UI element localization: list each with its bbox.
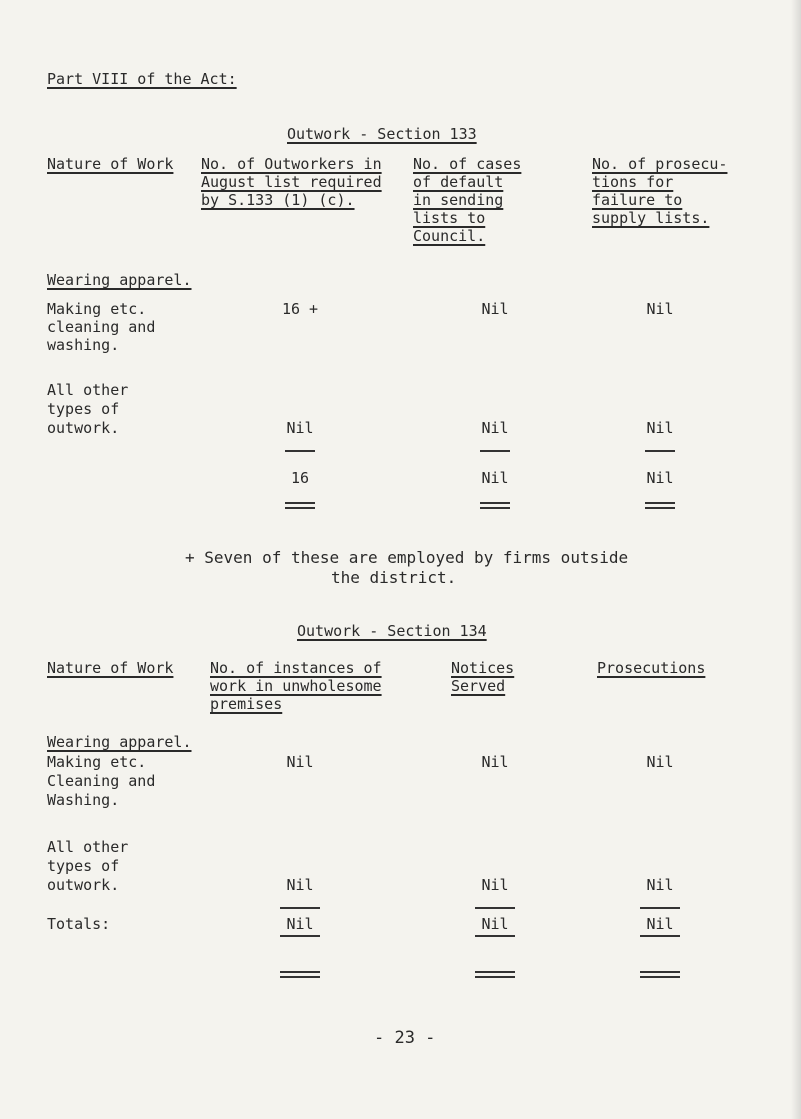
s134-header-nature: Nature of Work xyxy=(47,659,174,677)
s134-row1-col1: Nil xyxy=(286,753,314,771)
s134-row2-col3: Nil xyxy=(646,876,674,894)
s134-header-col1-line1: No. of instances of xyxy=(210,659,382,677)
s134-header-col1-line2: work in unwholesome xyxy=(210,677,382,695)
s133-row2-col1: Nil xyxy=(286,419,314,437)
s133-rule-col2 xyxy=(480,450,510,452)
s133-header-nature: Nature of Work xyxy=(47,155,174,173)
s133-row1-label-line2: cleaning and xyxy=(47,318,156,336)
s133-header-col2-line1: No. of cases xyxy=(413,155,522,173)
s133-header-col1-line1: No. of Outworkers in xyxy=(201,155,382,173)
s134-header-col2-line1: Notices xyxy=(451,659,515,677)
s133-header-col2-line2: of default xyxy=(413,173,504,191)
s133-double-rule-col3-b xyxy=(645,507,675,509)
s134-double-rule-col1-b xyxy=(280,976,320,978)
s133-header-col3-line2: tions for xyxy=(592,173,674,191)
s134-row2-label-line3: outwork. xyxy=(47,876,120,894)
s134-double-rule-col2-a xyxy=(475,971,515,973)
s133-header-col2-line4: lists to xyxy=(413,209,486,227)
s133-row1-col3: Nil xyxy=(646,300,674,318)
s134-rule-col3 xyxy=(640,907,680,909)
s134-double-rule-col2-b xyxy=(475,976,515,978)
s133-header-col1-line2: August list required xyxy=(201,173,382,191)
s134-row1-label-line1: Making etc. xyxy=(47,753,147,771)
s134-row2-label-line1: All other xyxy=(47,838,129,856)
s134-row2-label-line2: types of xyxy=(47,857,120,875)
s133-header-col3-line3: failure to xyxy=(592,191,683,209)
s133-rule-col1 xyxy=(285,450,315,452)
s134-total-col2: Nil xyxy=(481,915,509,933)
s134-rule-col2 xyxy=(475,907,515,909)
s133-row2-label-line1: All other xyxy=(47,381,129,399)
s134-total-col3: Nil xyxy=(646,915,674,933)
s134-row2-col2: Nil xyxy=(481,876,509,894)
s134-header-col1-line3: premises xyxy=(210,695,283,713)
s134-group-label: Wearing apparel. xyxy=(47,733,192,751)
s134-total-rule-col1 xyxy=(280,935,320,937)
page-number: - 23 - xyxy=(374,1028,436,1048)
section-133-title: Outwork - Section 133 xyxy=(287,125,477,143)
s134-row1-col3: Nil xyxy=(646,753,674,771)
s133-footnote-line1: + Seven of these are employed by firms outside xyxy=(185,548,629,567)
s133-double-rule-col1-b xyxy=(285,507,315,509)
s133-row1-label-line1: Making etc. xyxy=(47,300,147,318)
s133-row1-col2: Nil xyxy=(481,300,509,318)
s133-row1-label-line3: washing. xyxy=(47,336,120,354)
s134-double-rule-col3-b xyxy=(640,976,680,978)
s133-double-rule-col1-a xyxy=(285,502,315,504)
section-134-title: Outwork - Section 134 xyxy=(297,622,487,640)
s133-row2-label-line3: outwork. xyxy=(47,419,120,437)
s134-header-col3: Prosecutions xyxy=(597,659,706,677)
s134-row1-col2: Nil xyxy=(481,753,509,771)
s133-double-rule-col3-a xyxy=(645,502,675,504)
s134-row1-label-line3: Washing. xyxy=(47,791,120,809)
s133-group-label: Wearing apparel. xyxy=(47,271,192,289)
s134-totals-label: Totals: xyxy=(47,915,111,933)
s134-rule-col1 xyxy=(280,907,320,909)
s133-row1-col1: 16 + xyxy=(281,300,319,318)
s133-header-col3-line1: No. of prosecu- xyxy=(592,155,728,173)
s133-header-col2-line3: in sending xyxy=(413,191,504,209)
s133-rule-col3 xyxy=(645,450,675,452)
s133-total-col1: 16 xyxy=(290,469,310,487)
s134-total-col1: Nil xyxy=(286,915,314,933)
s133-total-col3: Nil xyxy=(646,469,674,487)
s134-double-rule-col1-a xyxy=(280,971,320,973)
s133-double-rule-col2-b xyxy=(480,507,510,509)
s134-row1-label-line2: Cleaning and xyxy=(47,772,156,790)
s133-double-rule-col2-a xyxy=(480,502,510,504)
s133-header-col1-line3: by S.133 (1) (c). xyxy=(201,191,355,209)
s133-header-col3-line4: supply lists. xyxy=(592,209,710,227)
s134-header-col2-line2: Served xyxy=(451,677,506,695)
s133-row2-col3: Nil xyxy=(646,419,674,437)
s134-double-rule-col3-a xyxy=(640,971,680,973)
s134-total-rule-col3 xyxy=(640,935,680,937)
s133-row2-label-line2: types of xyxy=(47,400,120,418)
part-heading: Part VIII of the Act: xyxy=(47,70,237,88)
s134-total-rule-col2 xyxy=(475,935,515,937)
s133-header-col2-line5: Council. xyxy=(413,227,486,245)
s134-row2-col1: Nil xyxy=(286,876,314,894)
page-edge-shadow xyxy=(791,0,801,1119)
s133-row2-col2: Nil xyxy=(481,419,509,437)
s133-total-col2: Nil xyxy=(481,469,509,487)
s133-footnote-line2: the district. xyxy=(331,568,457,587)
